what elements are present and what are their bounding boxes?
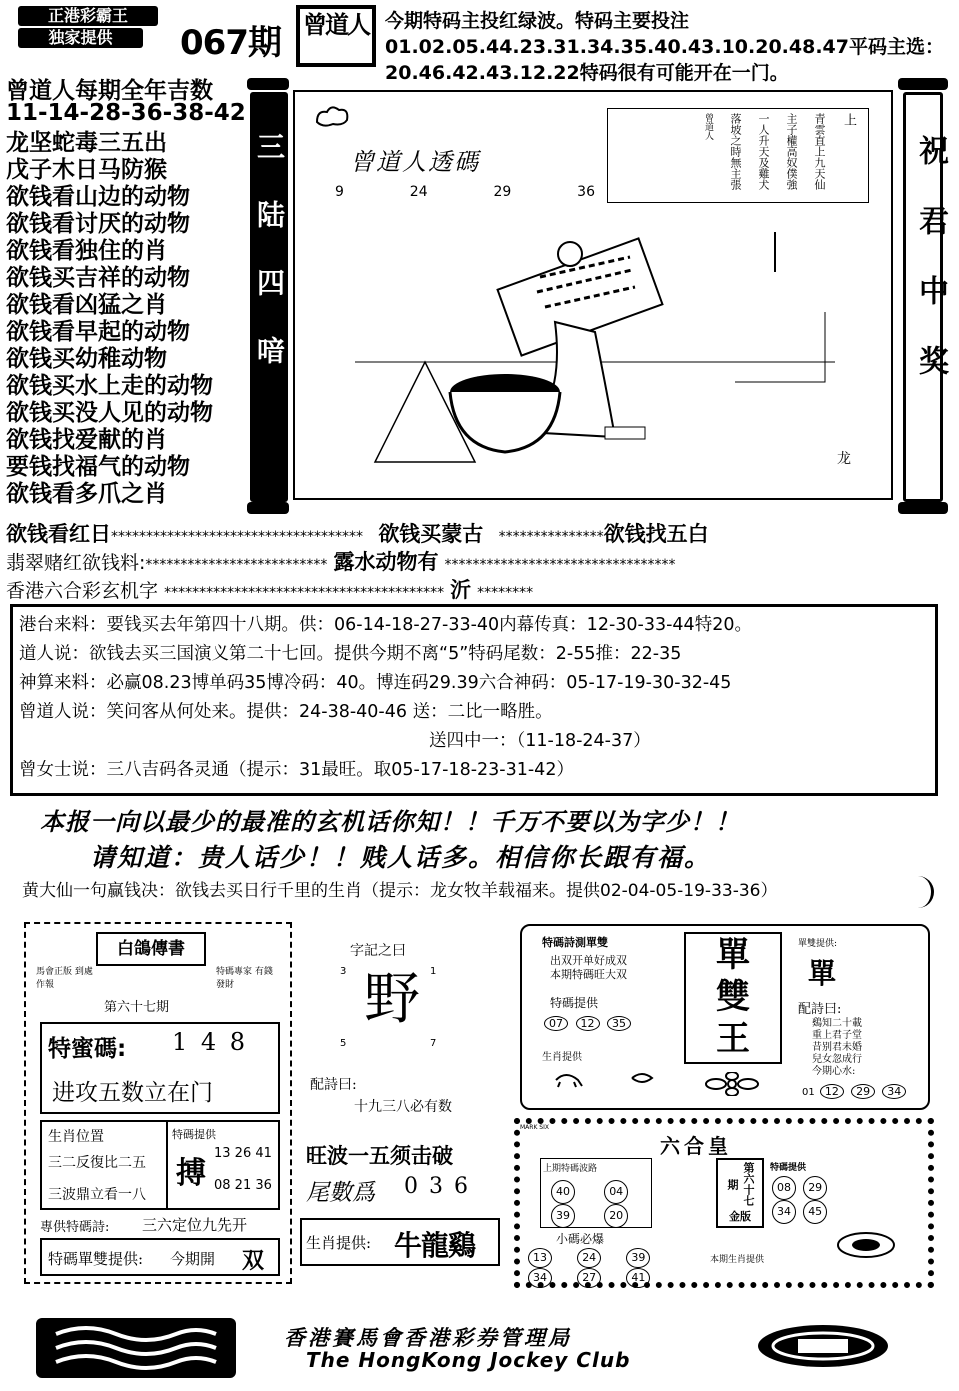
hint-line: 欲钱看早起的动物 bbox=[6, 319, 190, 345]
ds-bottom-num: 34 bbox=[882, 1084, 906, 1099]
hint-line: 欲钱看凶猛之肖 bbox=[6, 292, 167, 318]
position-line: 三二反復比二五 bbox=[48, 1155, 146, 1171]
tema-value: 1 4 8 bbox=[172, 1028, 249, 1056]
right-scroll bbox=[903, 92, 948, 502]
small-num: 27 bbox=[577, 1268, 601, 1288]
hint-line: 欲钱买水上走的动物 bbox=[6, 373, 213, 399]
single-label: 特碼單雙提供: bbox=[48, 1250, 144, 1268]
pattern-icon bbox=[36, 1318, 236, 1378]
ds-poem-line: 鷄知二十載 bbox=[812, 1018, 862, 1029]
liuhe-box bbox=[514, 1118, 934, 1288]
slogan-line-2: 请知道：贵人话少！！贱人话多。相信你长跟有福。 bbox=[90, 843, 712, 872]
small-num: 24 bbox=[577, 1248, 601, 1268]
ds-poem-line: 兒女忽成行 bbox=[812, 1054, 862, 1065]
poem-col: 青雲直上九天仙 bbox=[813, 113, 826, 190]
special-num: 34 bbox=[772, 1200, 796, 1224]
stamp bbox=[296, 5, 376, 67]
info-line: 送四中一：（11-18-24-37） bbox=[429, 731, 651, 751]
ziji-poem-label: 配詩曰: bbox=[310, 1077, 357, 1093]
ds-poem-label: 配詩曰: bbox=[798, 1002, 842, 1017]
illus-number: 24 bbox=[409, 184, 428, 200]
poem-col: 曾道人 bbox=[703, 113, 713, 140]
hint-line: 戊子木日马防猴 bbox=[6, 157, 167, 183]
ds-big-char: 雙 bbox=[716, 977, 750, 1017]
wide-text: 沂 bbox=[450, 578, 472, 602]
small-num: 39 bbox=[626, 1248, 650, 1268]
zodiac-label: 本期生肖提供 bbox=[710, 1255, 765, 1265]
wide-text: 香港六合彩玄机字 bbox=[6, 580, 159, 602]
poem-col: 上 bbox=[841, 113, 856, 126]
info-line: 神算来料：必赢08.23博单码35博冷码：40。博连码29.39六合神码：05-17-19-30-32-45 bbox=[19, 673, 732, 693]
special-label: 特碼提供 bbox=[172, 1128, 216, 1141]
scroll-cap bbox=[247, 502, 289, 514]
zodiac-value: 牛龍鷄 bbox=[394, 1229, 476, 1262]
corner-num: 5 bbox=[340, 1038, 347, 1049]
hint-line: 欲钱买吉祥的动物 bbox=[6, 265, 190, 291]
hint-line: 欲钱买没人见的动物 bbox=[6, 400, 213, 426]
scholar-drawing bbox=[355, 232, 835, 482]
hint-line: 欲钱看多爪之肖 bbox=[6, 481, 167, 507]
mark-strip: MARK SIX bbox=[520, 1124, 549, 1131]
logo-top: 正港彩霸王 bbox=[18, 6, 158, 26]
liuhe-issue-sub: 金版 bbox=[729, 1210, 751, 1223]
pigeon-issue: 第六十七期 bbox=[104, 1000, 170, 1015]
info-line: 曾道人说：笑问客从何处来。提供：24-38-40-46 送：二比一略胜。 bbox=[19, 702, 553, 722]
stamp-text: 曾道人 bbox=[303, 10, 369, 39]
pigeon-side-right: 特碼專家 有錢發財 bbox=[216, 967, 273, 990]
right-scroll-text: 祝君中奖 bbox=[913, 135, 948, 415]
pigeon-box bbox=[24, 922, 292, 1284]
poem-col: 主子權高奴僕強 bbox=[785, 113, 798, 190]
zodiac-box bbox=[300, 1218, 500, 1266]
left-title: 曾道人每期全年吉数 bbox=[6, 78, 213, 104]
flower-icon bbox=[692, 1072, 772, 1096]
prev-nums bbox=[541, 1176, 651, 1232]
small-num: 41 bbox=[626, 1268, 650, 1288]
small-label: 小碼必爆 bbox=[556, 1232, 605, 1246]
ziji-wave: 旺波一五须击破 bbox=[306, 1144, 453, 1168]
footer-emblem bbox=[758, 1325, 888, 1367]
wide-text: 翡翠赌红欲钱料: bbox=[6, 552, 146, 574]
ds-bottom-num: 01 bbox=[802, 1087, 815, 1098]
prev-num: 04 bbox=[604, 1180, 628, 1204]
corner-num: 7 bbox=[430, 1038, 437, 1049]
small-nums bbox=[526, 1248, 686, 1288]
animal-icons bbox=[552, 1068, 662, 1088]
corner-num: 1 bbox=[430, 966, 437, 977]
position-title: 生肖位置 bbox=[48, 1129, 104, 1145]
ds-bottom-num: 29 bbox=[851, 1084, 875, 1099]
ds-side-title: 單雙提供: bbox=[798, 939, 838, 949]
hint-line: 龙坚蛇毒三五出 bbox=[6, 130, 167, 156]
ds-bottom-nums bbox=[802, 1084, 908, 1099]
ds-num: 35 bbox=[607, 1016, 631, 1031]
wide-text: 欲钱买蒙古 bbox=[378, 522, 484, 546]
poem-text: 三六定位九先开 bbox=[142, 1216, 248, 1234]
special-nums: 13 26 41 bbox=[214, 1146, 272, 1161]
pigeon-title: 白鴿傳書 bbox=[96, 932, 206, 966]
ds-big-char: 王 bbox=[716, 1019, 750, 1059]
hint-line: 欲钱买幼稚动物 bbox=[6, 346, 167, 372]
stars: ************************************ bbox=[111, 529, 363, 545]
left-scroll-text: 三陆四喑 bbox=[253, 132, 286, 404]
ds-poem-line: 昔别君未婚 bbox=[812, 1042, 862, 1053]
danshuang-box bbox=[520, 924, 930, 1110]
ds-nums bbox=[542, 1016, 633, 1031]
tema-label: 特蜜碼: bbox=[48, 1036, 127, 1062]
ds-bottom-num: 12 bbox=[820, 1084, 844, 1099]
poem-label: 專供特碼詩: bbox=[40, 1220, 110, 1235]
cloud-icon bbox=[313, 102, 353, 132]
liuhe-title: 六合皇 bbox=[660, 1134, 732, 1158]
hint-line: 欲钱找爱献的肖 bbox=[6, 427, 167, 453]
pigeon-side-left: 馬會正版 到處作報 bbox=[36, 967, 93, 990]
emblem-icon bbox=[758, 1325, 888, 1367]
single-value: 双 bbox=[242, 1248, 265, 1274]
illus-number: 9 bbox=[335, 184, 344, 200]
special-num: 08 bbox=[772, 1176, 796, 1200]
position-line: 三波鼎立看一八 bbox=[48, 1187, 146, 1203]
liuhe-issue-box bbox=[716, 1158, 764, 1228]
wide-line bbox=[6, 546, 676, 576]
verse-line: 本期特碼旺大双 bbox=[550, 968, 627, 981]
wide-line bbox=[6, 518, 709, 548]
footer-logo bbox=[36, 1318, 236, 1378]
poem-box bbox=[607, 108, 869, 203]
stars: ************************** bbox=[145, 557, 328, 573]
issue-number: 067期 bbox=[180, 23, 281, 63]
single-prefix: 今期開 bbox=[170, 1250, 216, 1268]
ds-zodiac-label: 生肖提供 bbox=[542, 1052, 582, 1063]
wide-text: 露水动物有 bbox=[333, 550, 439, 574]
divider bbox=[166, 1122, 168, 1208]
tema-attack: 进攻五数立在门 bbox=[52, 1080, 213, 1106]
special-nums: 08 21 36 bbox=[214, 1178, 272, 1193]
info-line: 港台来料：要钱买去年第四十八期。供：06-14-18-27-33-40内幕传真：12-30-33-44特20。 bbox=[19, 615, 752, 635]
ds-verse bbox=[550, 954, 627, 982]
stars: **************************************** bbox=[164, 585, 445, 601]
prev-label: 上期特碼波路 bbox=[543, 1164, 598, 1174]
small-num: 13 bbox=[528, 1248, 552, 1268]
scroll-cap bbox=[898, 502, 948, 514]
ds-section-title: 特碼詩測單雙 bbox=[542, 936, 608, 949]
ziji-poem: 十九三八必有数 bbox=[354, 1099, 452, 1115]
ds-side-char: 單 bbox=[808, 957, 837, 990]
ds-num: 07 bbox=[544, 1016, 568, 1031]
wide-text: 欲钱看红日 bbox=[6, 522, 111, 546]
hint-line: 欲钱看山边的动物 bbox=[6, 184, 190, 210]
info-line: 道人说：欲钱去买三国演义第二十七回。提供今期不离“5”特码尾数：2-55推：22-35 bbox=[19, 644, 682, 664]
stars: ******** bbox=[477, 585, 534, 601]
ds-provide-label: 特碼提供 bbox=[550, 996, 599, 1010]
info-line: 曾女士说：三八吉码各灵通（提示：31最旺。取05-17-18-23-31-42） bbox=[19, 760, 574, 780]
footer-org-cn: 香港賽馬會香港彩券管理局 bbox=[284, 1325, 572, 1350]
ds-poem bbox=[812, 1018, 862, 1078]
ds-poem-line: 重上君子堂 bbox=[812, 1030, 862, 1041]
lucky-numbers: 11-14-28-36-38-42 bbox=[6, 100, 246, 126]
ziji-char: 野 bbox=[364, 967, 420, 1032]
ziji-tail-label: 尾數爲 bbox=[306, 1180, 375, 1206]
left-scroll bbox=[250, 92, 288, 502]
emblem-icon bbox=[836, 1230, 896, 1260]
position-box bbox=[40, 1120, 280, 1210]
liuhe-special-nums bbox=[770, 1176, 829, 1224]
illustration-title: 曾道人透碼 bbox=[350, 148, 480, 176]
ziji-section bbox=[296, 922, 504, 1284]
hint-list bbox=[6, 130, 213, 508]
illustration-numbers bbox=[335, 184, 595, 200]
footer-org-en: The HongKong Jockey Club bbox=[306, 1348, 631, 1372]
slogan-line-1: 本报一向以最少的最准的玄机话你知！！千万不要以为字少！！ bbox=[40, 807, 740, 836]
prev-num: 39 bbox=[551, 1204, 575, 1228]
liuhe-special-label: 特碼提供 bbox=[770, 1163, 807, 1173]
illus-number: 36 bbox=[577, 184, 595, 200]
stars: *************** bbox=[498, 529, 604, 545]
hint-line: 欲钱看讨厌的动物 bbox=[6, 211, 190, 237]
prev-box bbox=[540, 1158, 652, 1228]
wide-text: 欲钱找五白 bbox=[603, 522, 709, 546]
ds-poem-line: 今期心水: bbox=[812, 1066, 856, 1077]
intro-text: 今期特码主投红绿波。特码主要投注01.02.05.44.23.31.34.35.40.43.10.20.48.47平码主选：20.46.42.43.12.22特码很有可能开在一门。 bbox=[385, 10, 944, 84]
ds-big-char: 單 bbox=[716, 935, 750, 975]
logo-bottom: 独家提供 bbox=[18, 28, 143, 48]
liuhe-issue: 第六十七期 bbox=[726, 1162, 755, 1206]
poem-col: 一人升天及雞犬 bbox=[757, 113, 770, 190]
illus-number: 29 bbox=[493, 184, 512, 200]
prev-num: 40 bbox=[551, 1180, 575, 1204]
ds-king-box bbox=[684, 932, 782, 1064]
small-num: 34 bbox=[528, 1268, 552, 1288]
stars: ********************************* bbox=[444, 557, 676, 573]
scroll-cap bbox=[898, 78, 948, 90]
ds-num: 12 bbox=[576, 1016, 600, 1031]
huang-line: 黄大仙一句赢钱决：欲钱去买日行千里的生肖（提示：龙女牧羊载福来。提供02-04-05-19-33-36） bbox=[18, 876, 934, 908]
ziji-title: 字記之曰 bbox=[350, 943, 406, 959]
hint-line: 欲钱看独住的肖 bbox=[6, 238, 167, 264]
special-num: 29 bbox=[803, 1176, 827, 1200]
logo bbox=[18, 6, 158, 48]
bo-char: 搏 bbox=[176, 1156, 206, 1191]
wide-line bbox=[6, 574, 533, 604]
corner-num: 3 bbox=[340, 966, 347, 977]
prev-num: 20 bbox=[604, 1204, 628, 1228]
scroll-cap bbox=[247, 78, 289, 90]
tema-box bbox=[40, 1022, 280, 1114]
illus-signature: 龙 bbox=[837, 451, 851, 467]
special-num: 45 bbox=[803, 1200, 827, 1224]
illustration-frame bbox=[293, 90, 893, 500]
single-box bbox=[40, 1238, 280, 1276]
ziji-tail: 0 3 6 bbox=[404, 1174, 470, 1199]
hint-line: 要钱找福气的动物 bbox=[6, 454, 190, 480]
verse-line: 出双开单好成双 bbox=[550, 954, 627, 967]
poem-col: 落坡之時無主張 bbox=[729, 113, 742, 190]
zodiac-label: 生肖提供: bbox=[306, 1234, 372, 1252]
info-box bbox=[10, 604, 938, 796]
